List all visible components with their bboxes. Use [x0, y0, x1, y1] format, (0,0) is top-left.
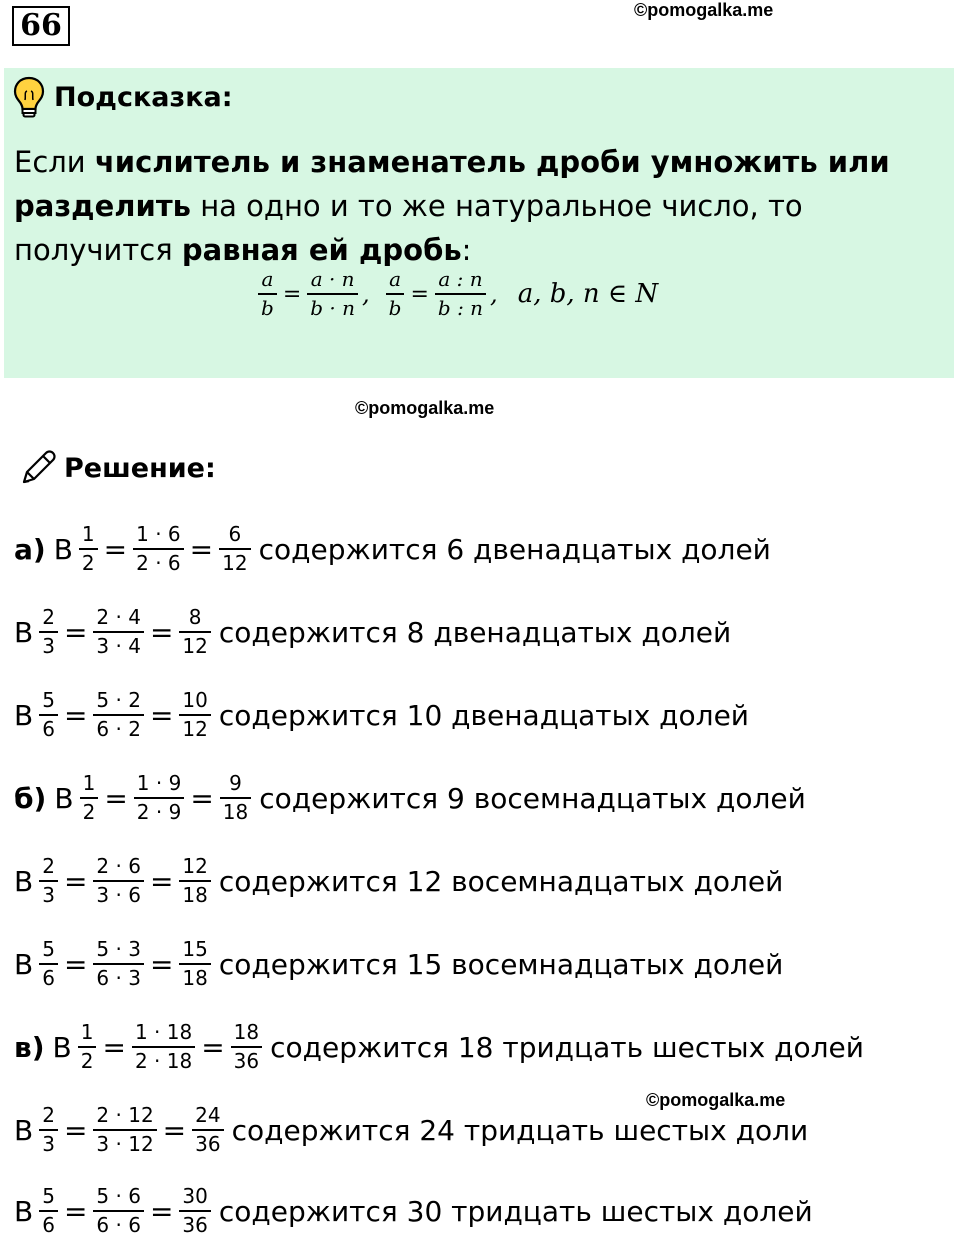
fraction: $\frac{2}{3}$ — [39, 606, 58, 658]
solution-title: Решение: — [64, 452, 216, 484]
fraction: $\frac{24}{36}$ — [192, 1104, 223, 1156]
solution-line-c3: В $\frac{5}{6}$ = $\frac{5 \cdot 6}{6 \cdot 6}$ = $\frac{30}{36}$ содержится 30 тридцать шестых долей — [14, 1184, 813, 1237]
solution-header — [18, 448, 216, 488]
fraction: $\frac{18}{36}$ — [231, 1021, 262, 1073]
fraction: $\frac{2 \cdot 4}{3 \cdot 4}$ — [93, 606, 144, 658]
fraction: $\frac{1 \cdot 9}{2 \cdot 9}$ — [134, 772, 185, 824]
solution-line-a1: а) В $\frac{1}{2}$ = $\frac{1 \cdot 6}{2 \cdot 6}$ = $\frac{6}{12}$ содержится 6 двенадцатых долей — [14, 522, 771, 575]
fraction: $\frac{1}{2}$ — [78, 1021, 97, 1073]
watermark-top: ©pomogalka.me — [634, 0, 774, 20]
fraction: $\frac{a \cdot n}{b \cdot n}$ — [307, 268, 358, 320]
fraction: $\frac{a}{b}$ — [258, 268, 277, 320]
fraction: $\frac{2}{3}$ — [39, 1104, 58, 1156]
fraction: $\frac{5}{6}$ — [39, 689, 58, 741]
solution-line-b1: б) В $\frac{1}{2}$ = $\frac{1 \cdot 9}{2 \cdot 9}$ = $\frac{9}{18}$ содержится 9 восемнадцатых долей — [14, 771, 806, 824]
fraction: $\frac{5 \cdot 6}{6 \cdot 6}$ — [93, 1185, 144, 1237]
fraction: $\frac{1 \cdot 18}{2 \cdot 18}$ — [132, 1021, 195, 1073]
lightbulb-icon — [12, 76, 46, 118]
fraction: $\frac{12}{18}$ — [179, 855, 210, 907]
fraction: $\frac{2}{3}$ — [39, 855, 58, 907]
fraction: $\frac{2 \cdot 12}{3 \cdot 12}$ — [93, 1104, 156, 1156]
fraction: $\frac{1}{2}$ — [79, 523, 98, 575]
fraction: $\frac{10}{12}$ — [179, 689, 210, 741]
fraction: $\frac{5}{6}$ — [39, 938, 58, 990]
fraction: $\frac{5}{6}$ — [39, 1185, 58, 1237]
fraction: $\frac{8}{12}$ — [179, 606, 210, 658]
solution-line-a3: В $\frac{5}{6}$ = $\frac{5 \cdot 2}{6 \cdot 2}$ = $\frac{10}{12}$ содержится 10 двенадцатых долей — [14, 688, 749, 741]
solution-line-a2: В $\frac{2}{3}$ = $\frac{2 \cdot 4}{3 \cdot 4}$ = $\frac{8}{12}$ содержится 8 двенадцатых долей — [14, 605, 732, 658]
fraction: $\frac{1 \cdot 6}{2 \cdot 6}$ — [133, 523, 184, 575]
problem-number: 66 — [12, 6, 70, 46]
fraction: $\frac{2 \cdot 6}{3 \cdot 6}$ — [93, 855, 144, 907]
fraction: $\frac{30}{36}$ — [179, 1185, 210, 1237]
fraction: $\frac{1}{2}$ — [80, 772, 99, 824]
hint-title: Подсказка: — [54, 81, 233, 113]
equivalent-fraction-formula: $\frac{a}{b}$ = $\frac{a \cdot n}{b \cdot n}$ , $\frac{a}{b}$ = $\frac{a : n}{b : n}$ , a, b, n ∈ N — [258, 268, 658, 320]
fraction: $\frac{a : n}{b : n}$ — [435, 268, 486, 320]
fraction: $\frac{9}{18}$ — [220, 772, 251, 824]
solution-line-b3: В $\frac{5}{6}$ = $\frac{5 \cdot 3}{6 \cdot 3}$ = $\frac{15}{18}$ содержится 15 восемнадцатых долей — [14, 937, 784, 990]
pencil-icon — [18, 448, 58, 488]
watermark-bottom: ©pomogalka.me — [646, 1090, 786, 1110]
hint-header — [12, 76, 233, 118]
hint-text: Если числитель и знаменатель дроби умножить или разделить на одно и то же натуральное число, то получится равная ей дробь: — [14, 145, 890, 267]
fraction: $\frac{a}{b}$ — [386, 268, 405, 320]
solution-line-c1: в) В $\frac{1}{2}$ = $\frac{1 \cdot 18}{2 \cdot 18}$ = $\frac{18}{36}$ содержится 18 тридцать шестых долей — [14, 1020, 864, 1073]
fraction: $\frac{15}{18}$ — [179, 938, 210, 990]
solution-line-c2: В $\frac{2}{3}$ = $\frac{2 \cdot 12}{3 \cdot 12}$ = $\frac{24}{36}$ содержится 24 тридцать шестых доли — [14, 1103, 809, 1156]
fraction: $\frac{5 \cdot 2}{6 \cdot 2}$ — [93, 689, 144, 741]
solution-line-b2: В $\frac{2}{3}$ = $\frac{2 \cdot 6}{3 \cdot 6}$ = $\frac{12}{18}$ содержится 12 восемнадцатых долей — [14, 854, 784, 907]
fraction: $\frac{6}{12}$ — [219, 523, 250, 575]
watermark-middle: ©pomogalka.me — [355, 398, 495, 418]
fraction: $\frac{5 \cdot 3}{6 \cdot 3}$ — [93, 938, 144, 990]
